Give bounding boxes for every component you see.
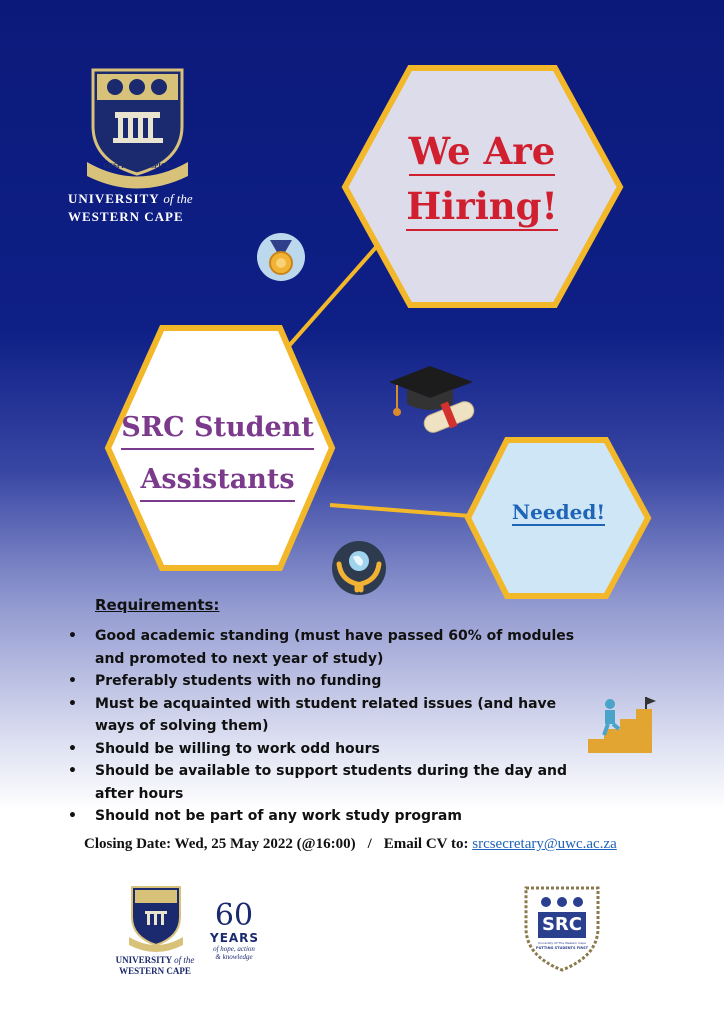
- closing-line: [84, 836, 617, 853]
- requirement-item: • Should not be part of any work study program: [68, 805, 588, 828]
- requirement-item: • Should be available to support students during the day and after hours: [68, 760, 588, 805]
- requirements-title: Requirements:: [95, 596, 220, 614]
- needed-label: Needed!: [511, 500, 606, 524]
- years-label: YEARS: [210, 931, 260, 945]
- years-tagline: of hope, action & knowledge: [213, 945, 255, 961]
- footer-uwc-crest-icon: [128, 885, 184, 953]
- university-line2: WESTERN CAPE: [68, 209, 184, 224]
- position-line1: SRC Student: [121, 408, 314, 450]
- uwc-crest-icon: [85, 66, 190, 191]
- hiring-heading: [370, 124, 594, 234]
- src-logo: [522, 884, 602, 972]
- crest-motto: RESPICE PROSPICE: [103, 162, 171, 170]
- hiring-line2: Hiring!: [406, 183, 558, 231]
- sixty-number: 60: [214, 898, 254, 933]
- requirement-item: • Preferably students with no funding: [68, 670, 588, 693]
- position-line2: Assistants: [140, 460, 294, 502]
- src-logo-tagline: PUTTING STUDENTS FIRST: [536, 946, 588, 950]
- closing-date: Closing Date: Wed, 25 May 2022 (@16:00): [84, 836, 356, 852]
- position-heading: [115, 402, 320, 506]
- university-name: [68, 190, 208, 226]
- medal-icon: [256, 232, 306, 282]
- src-logo-text: SRC: [541, 914, 583, 935]
- requirements-list: [68, 625, 588, 828]
- hiring-line1: We Are: [409, 128, 556, 176]
- sixty-years-logo: [210, 898, 260, 961]
- closing-separator: /: [367, 836, 372, 852]
- email-label: Email CV to:: [383, 836, 469, 852]
- university-of-the: of the: [163, 191, 193, 206]
- requirement-item: • Should be willing to work odd hours: [68, 738, 588, 761]
- src-logo-sub: University Of The Western Cape: [538, 941, 586, 945]
- email-link[interactable]: srcsecretary@uwc.ac.za: [472, 836, 617, 852]
- success-stairs-icon: [586, 695, 658, 755]
- globe-hands-icon: [331, 540, 387, 596]
- connector-line-bottom: [330, 505, 470, 516]
- graduation-cap-icon: [385, 360, 485, 440]
- university-line1: UNIVERSITY: [68, 191, 160, 206]
- requirement-item: • Must be acquainted with student related issues (and have ways of solving them): [68, 693, 588, 738]
- requirement-item: • Good academic standing (must have passed 60% of modules and promoted to next year of study): [68, 625, 588, 670]
- footer-university-name: UNIVERSITY of the WESTERN CAPE: [115, 955, 195, 976]
